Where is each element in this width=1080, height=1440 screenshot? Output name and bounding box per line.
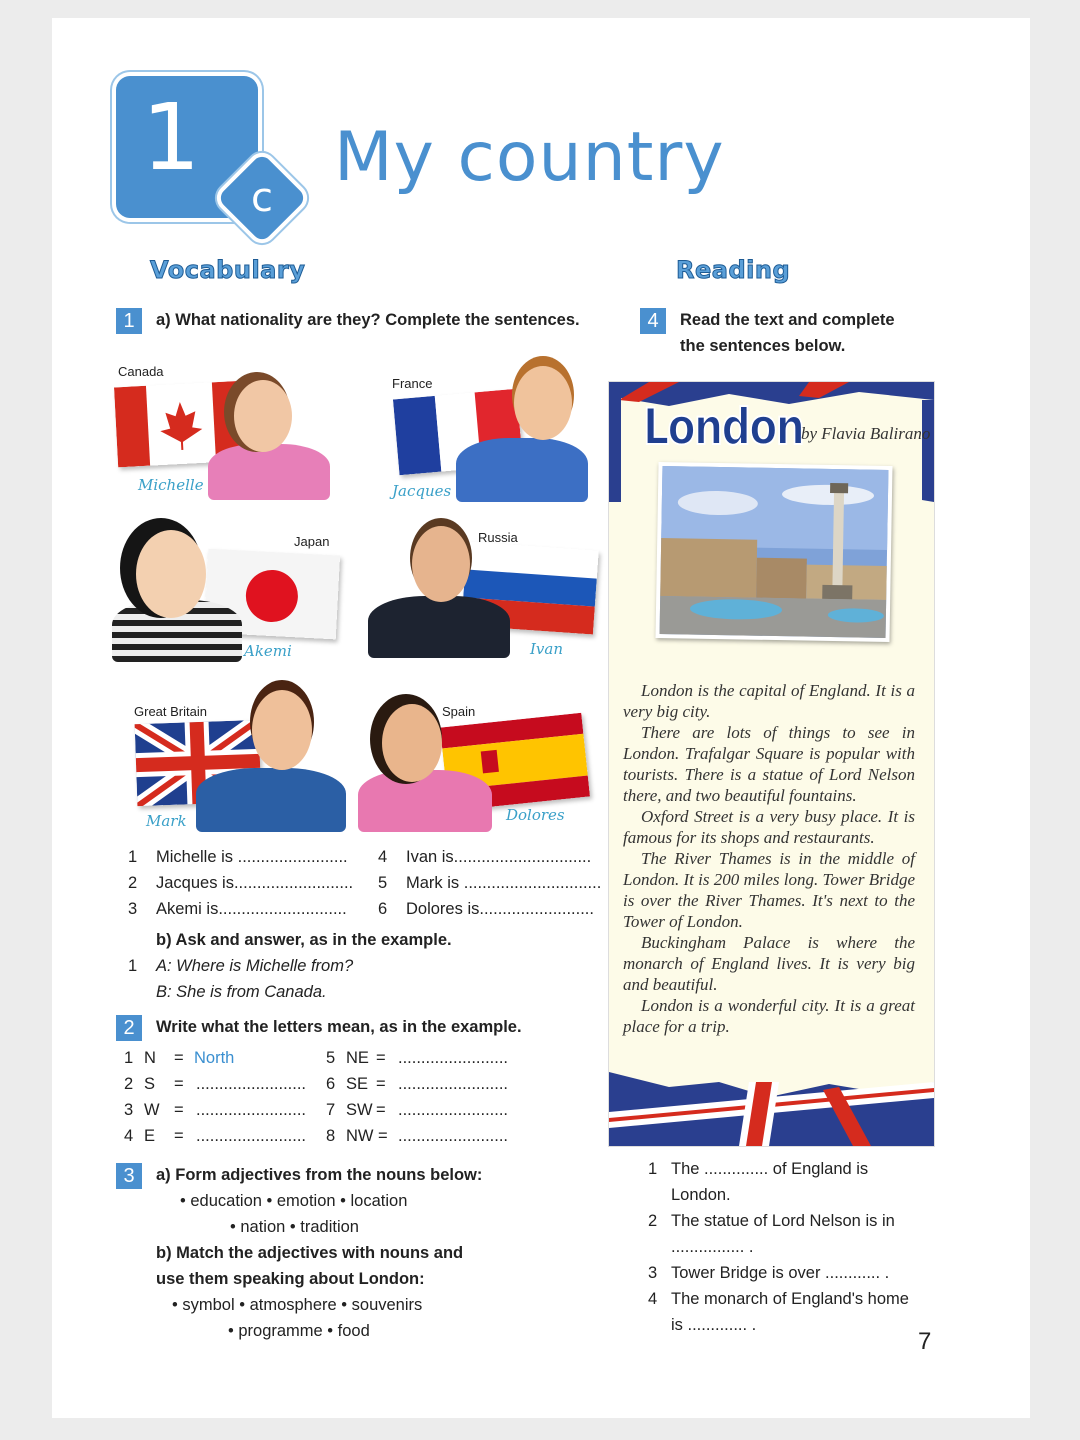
photo-akemi [110, 516, 346, 666]
photo-jacques [386, 354, 592, 502]
question-text: The .............. of England is [671, 1160, 869, 1178]
article-paragraph: London is a wonderful city. It is a great place for a trip. [623, 996, 915, 1036]
person-body [368, 596, 510, 658]
unit-number: 1 [141, 84, 201, 191]
person-body [358, 770, 492, 832]
example-question: A: Where is Michelle from? [156, 957, 354, 975]
exercise-3b-instruction-cont: use them speaking about London: [156, 1270, 425, 1288]
noun-list: • nation • tradition [230, 1218, 359, 1236]
country-label: France [392, 376, 433, 391]
london-article [609, 382, 934, 1146]
person-name: Jacques [392, 482, 452, 500]
sentence-number: 2 [128, 874, 138, 892]
trafalgar-square-illustration [655, 462, 892, 642]
exercise-1-instruction: a) What nationality are they? Complete the sentences. [156, 311, 580, 329]
sentence-text: Ivan is.............................. [406, 848, 592, 866]
row-letters: NW [346, 1127, 374, 1145]
row-answer-blank: ........................ [398, 1075, 509, 1093]
row-letters: E [144, 1127, 156, 1145]
photo-mark [132, 678, 348, 832]
row-answer-blank: ........................ [196, 1127, 307, 1145]
row-equals: = [376, 1049, 386, 1067]
row-letters: SE [346, 1075, 369, 1093]
country-label: Great Britain [134, 704, 207, 719]
reading-heading: Reading [676, 256, 791, 284]
person-body [196, 768, 346, 832]
row-number: 7 [326, 1101, 336, 1119]
sentence-number: 5 [378, 874, 388, 892]
question-number: 1 [648, 1160, 658, 1178]
row-answer: North [194, 1049, 235, 1067]
article-byline: by Flavia Balirano [801, 424, 931, 443]
person-name: Michelle [138, 476, 204, 494]
article-paragraph: London is the capital of England. It is a very big city. [623, 681, 915, 721]
question-text: Tower Bridge is over ............ . [671, 1264, 890, 1282]
exercise-2-instruction: Write what the letters mean, as in the example. [156, 1018, 522, 1036]
country-label: Russia [478, 530, 518, 545]
exercise-3-number: 3 [116, 1163, 142, 1189]
noun-list: • programme • food [228, 1322, 370, 1340]
row-letters: N [144, 1049, 156, 1067]
person-name: Dolores [506, 806, 565, 824]
unit-letter: c [251, 175, 273, 221]
article-paragraph: Buckingham Palace is where the monarch of England lives. It is very big and beautiful. [623, 933, 915, 994]
sentence-text: Jacques is.......................... [156, 874, 354, 892]
row-letters: W [144, 1101, 160, 1119]
country-label: Canada [118, 364, 164, 379]
row-number: 4 [124, 1127, 134, 1145]
person-head [514, 366, 572, 440]
row-answer-blank: ........................ [398, 1049, 509, 1067]
row-equals: = [174, 1049, 184, 1067]
sentence-text: Michelle is ........................ [156, 848, 348, 866]
country-label: Spain [442, 704, 476, 719]
person-name: Ivan [530, 640, 564, 658]
row-letters: NE [346, 1049, 369, 1067]
row-number: 3 [124, 1101, 134, 1119]
row-letters: SW [346, 1101, 373, 1119]
sentence-number: 1 [128, 848, 138, 866]
question-text: The statue of Lord Nelson is in [671, 1212, 895, 1230]
person-head [382, 704, 442, 782]
exercise-4-instruction-cont: the sentences below. [680, 337, 846, 355]
row-letters: S [144, 1075, 156, 1093]
photo-dolores [358, 684, 590, 832]
example-answer: B: She is from Canada. [156, 983, 327, 1001]
person-body [456, 438, 588, 502]
row-number: 2 [124, 1075, 134, 1093]
trafalgar-square-photo [655, 462, 892, 642]
question-text-cont: is ............. . [671, 1316, 757, 1334]
person-head [412, 526, 470, 602]
article-paragraph: Oxford Street is a very busy place. It is famous for its shops and restaurants. [623, 807, 915, 847]
question-number: 2 [648, 1212, 658, 1230]
row-equals: = [378, 1127, 388, 1145]
person-head [252, 690, 312, 770]
exercise-4-instruction: Read the text and complete [680, 311, 895, 329]
country-label: Japan [294, 534, 330, 549]
page-number: 7 [918, 1328, 932, 1355]
exercise-3b-instruction: b) Match the adjectives with nouns and [156, 1244, 464, 1262]
person-name: Akemi [244, 642, 292, 660]
article-title: London [643, 398, 804, 456]
sentence-text: Akemi is............................ [156, 900, 347, 918]
noun-list: • symbol • atmosphere • souvenirs [172, 1296, 423, 1314]
example-number: 1 [128, 957, 138, 975]
exercise-1-number: 1 [116, 308, 142, 334]
noun-list: • education • emotion • location [180, 1192, 408, 1210]
sentence-text: Dolores is......................... [406, 900, 594, 918]
exercise-4-number: 4 [640, 308, 666, 334]
sentence-number: 3 [128, 900, 138, 918]
exercise-1b-instruction: b) Ask and answer, as in the example. [156, 931, 452, 949]
question-number: 3 [648, 1264, 658, 1282]
person-body [208, 444, 330, 500]
question-text-cont: ................ . [671, 1238, 754, 1256]
row-equals: = [174, 1075, 184, 1093]
photo-michelle [112, 358, 334, 500]
row-equals: = [174, 1101, 184, 1119]
sentence-number: 4 [378, 848, 388, 866]
row-number: 1 [124, 1049, 134, 1067]
row-number: 8 [326, 1127, 336, 1145]
page-title: My country [334, 118, 725, 197]
article-paragraph: There are lots of things to see in London. Trafalgar Square is popular with tourists. There is a statue of Lord Nelson there, and two beautiful fountains. [623, 723, 915, 805]
person-head [234, 380, 292, 452]
row-number: 6 [326, 1075, 336, 1093]
sentence-number: 6 [378, 900, 388, 918]
question-text-cont: London. [671, 1186, 731, 1204]
row-equals: = [376, 1075, 386, 1093]
row-number: 5 [326, 1049, 336, 1067]
exercise-2-number: 2 [116, 1015, 142, 1041]
person-head [136, 530, 206, 618]
photo-ivan [368, 516, 600, 666]
textbook-page [52, 18, 1030, 1418]
row-answer-blank: ........................ [398, 1101, 509, 1119]
question-text: The monarch of England's home [671, 1290, 909, 1308]
row-answer-blank: ........................ [398, 1127, 509, 1145]
row-answer-blank: ........................ [196, 1101, 307, 1119]
exercise-3a-instruction: a) Form adjectives from the nouns below: [156, 1166, 483, 1184]
row-equals: = [376, 1101, 386, 1119]
article-paragraph: The River Thames is in the middle of London. It is 200 miles long. Tower Bridge is over the River Thames. It's next to the Tower of London. [623, 849, 915, 931]
person-name: Mark [146, 812, 187, 830]
row-answer-blank: ........................ [196, 1075, 307, 1093]
row-equals: = [174, 1127, 184, 1145]
question-number: 4 [648, 1290, 658, 1308]
article-body [623, 680, 915, 1037]
vocabulary-heading: Vocabulary [150, 256, 306, 284]
sentence-text: Mark is .............................. [406, 874, 602, 892]
